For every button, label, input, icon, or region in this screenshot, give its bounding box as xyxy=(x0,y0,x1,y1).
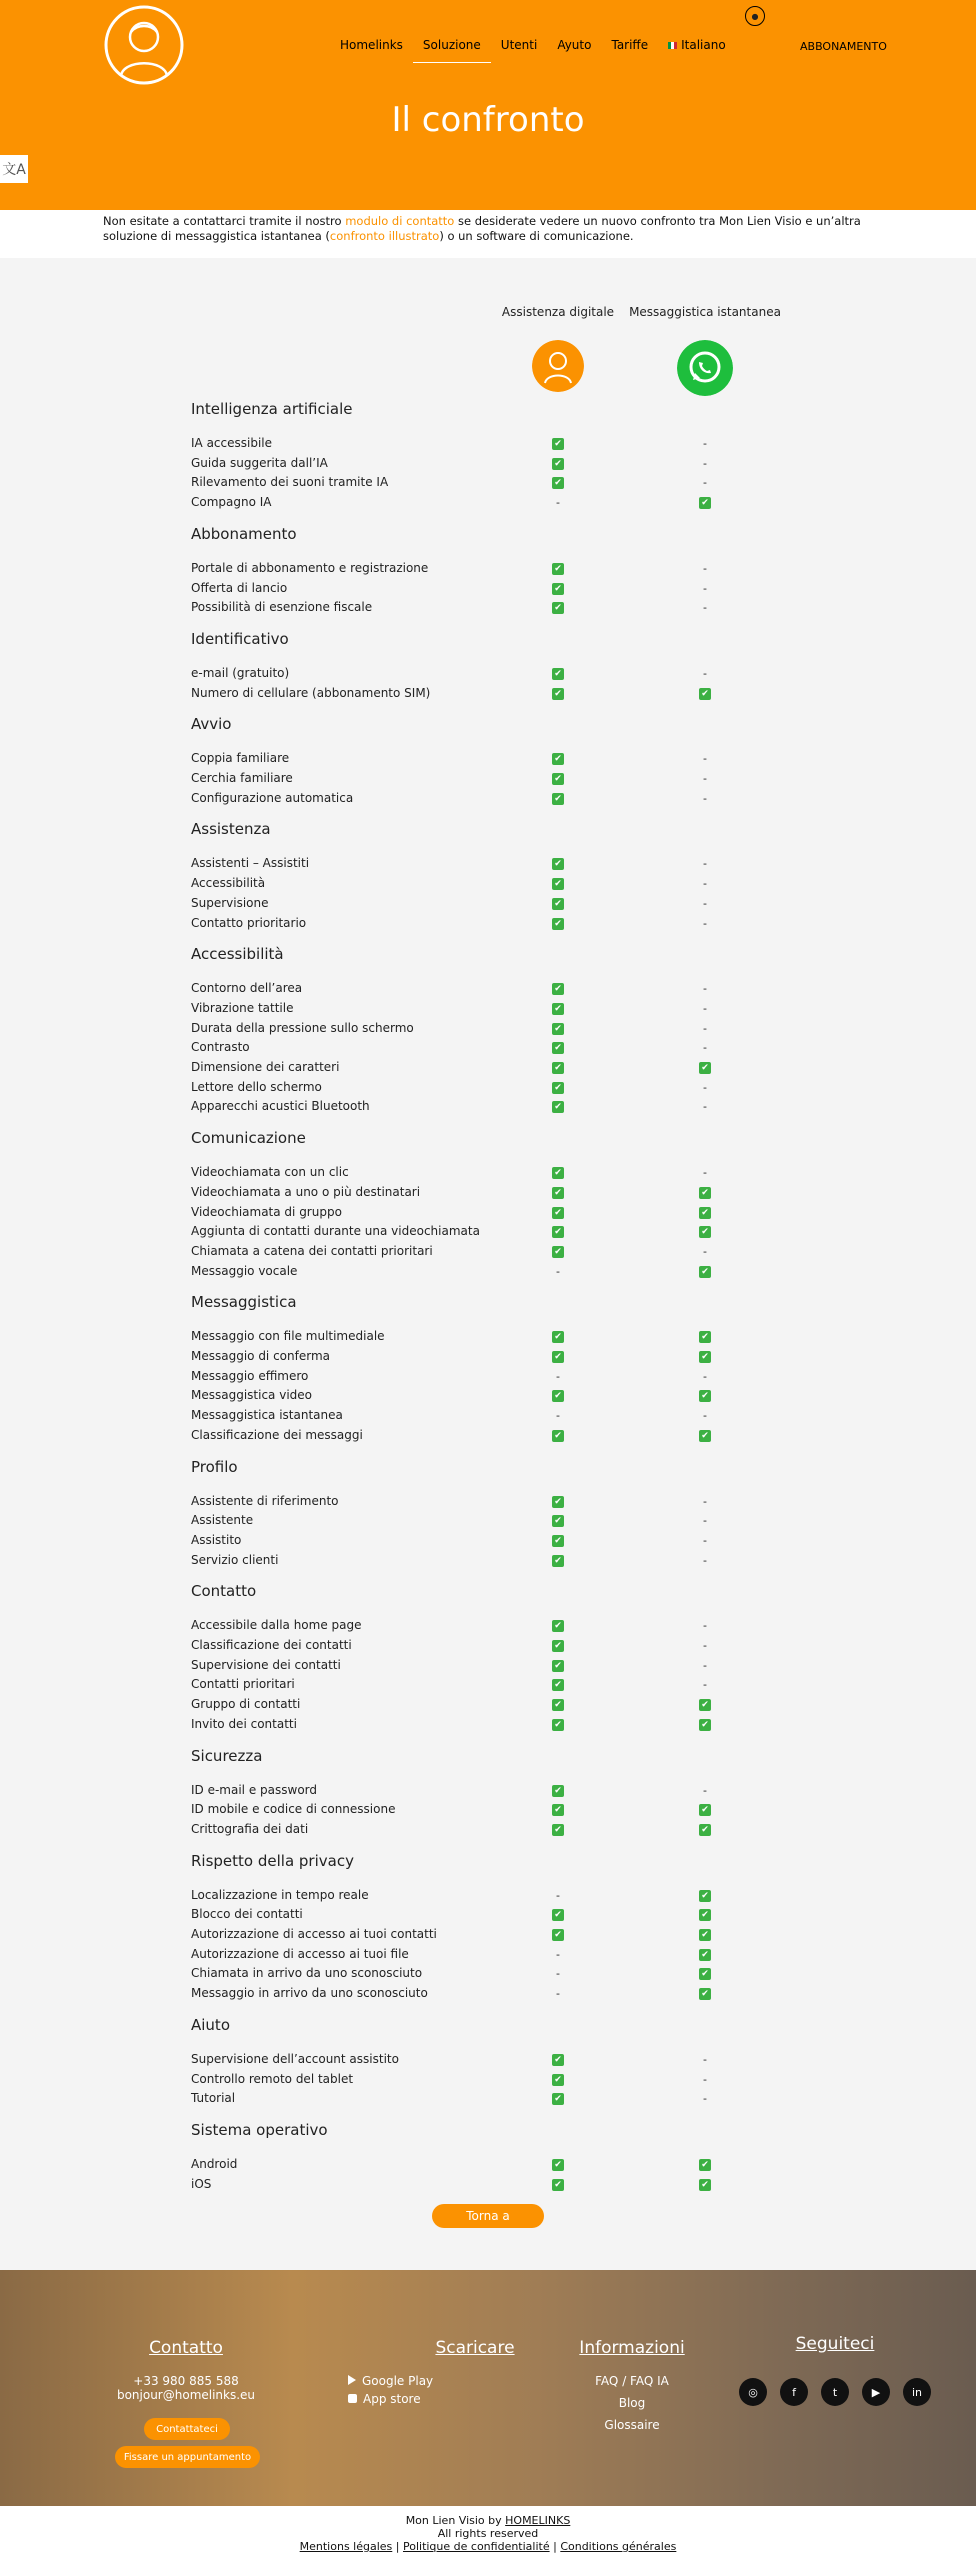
feature-label: Portale di abbonamento e registrazione xyxy=(191,560,429,575)
feature-label: Messaggio effimero xyxy=(191,1368,309,1383)
check-icon: ✔ xyxy=(699,1949,711,1961)
feature-label: Controllo remoto del tablet xyxy=(191,2071,354,2086)
check-icon: ✔ xyxy=(699,1331,711,1343)
feature-label: Classificazione dei contatti xyxy=(191,1638,352,1652)
check-icon: ✔ xyxy=(552,458,564,470)
intro-text xyxy=(0,210,976,258)
feature-label: IA accessibile xyxy=(191,436,272,450)
check-icon: ✔ xyxy=(552,2179,564,2191)
check-icon: ✔ xyxy=(699,1968,711,1980)
faq-link[interactable]: FAQ / FAQ IA xyxy=(595,2374,669,2388)
dash-mark: - xyxy=(556,1947,560,1961)
dash-mark: - xyxy=(703,1658,707,1672)
homelinks-link[interactable]: HOMELINKS xyxy=(505,2514,571,2527)
feature-label: Servizio clienti xyxy=(191,1552,279,1567)
check-icon: ✔ xyxy=(552,1207,564,1219)
facebook-icon[interactable]: f xyxy=(780,2378,808,2406)
check-icon: ✔ xyxy=(552,2159,564,2171)
check-icon: ✔ xyxy=(552,753,564,765)
col-header-digital-assistance: Assistenza digitale xyxy=(501,305,615,319)
footer-info-title: Informazioni xyxy=(579,2338,685,2358)
section-title: Rispetto della privacy xyxy=(191,1851,354,1870)
check-icon: ✔ xyxy=(552,2054,564,2066)
italy-flag-icon xyxy=(668,42,677,49)
back-button[interactable]: Torna a xyxy=(432,2204,544,2228)
feature-label: Aggiunta di contatti durante una videochiamata xyxy=(191,1224,480,1239)
dash-mark: - xyxy=(703,916,707,930)
check-icon: ✔ xyxy=(552,1226,564,1238)
section-title: Contatto xyxy=(191,1582,257,1601)
nav-tariffe[interactable]: Tariffe xyxy=(611,38,649,52)
feature-label: Possibilità di esenzione fiscale xyxy=(191,600,373,615)
dash-mark: - xyxy=(703,1041,707,1055)
dash-mark: - xyxy=(703,896,707,910)
section-title: Profilo xyxy=(191,1457,238,1476)
check-icon: ✔ xyxy=(552,1246,564,1258)
feature-label: Chiamata in arrivo da uno sconosciuto xyxy=(191,1966,423,1981)
check-icon: ✔ xyxy=(552,1929,564,1941)
app-store-label: App store xyxy=(363,2392,421,2406)
feature-label: Assistente xyxy=(191,1513,254,1528)
check-icon: ✔ xyxy=(552,688,564,700)
check-icon: ✔ xyxy=(552,1101,564,1113)
feature-label: Classificazione dei messaggi xyxy=(191,1427,363,1442)
feature-label: Autorizzazione di accesso ai tuoi contatti xyxy=(191,1927,437,1941)
check-icon: ✔ xyxy=(552,1620,564,1632)
dash-mark: - xyxy=(703,1021,707,1035)
illustrated-comparison-link[interactable]: confronto illustrato xyxy=(329,229,440,243)
check-icon: ✔ xyxy=(552,1719,564,1731)
contact-form-link[interactable]: modulo di contatto xyxy=(345,214,455,228)
check-icon: ✔ xyxy=(699,1824,711,1836)
check-icon: ✔ xyxy=(552,1660,564,1672)
legal-link[interactable]: Mentions légales xyxy=(299,2540,393,2553)
feature-label: Gruppo di contatti xyxy=(191,1697,301,1712)
check-icon: ✔ xyxy=(552,1535,564,1547)
dash-mark: - xyxy=(703,2092,707,2106)
check-icon: ✔ xyxy=(699,497,711,509)
dash-mark: - xyxy=(703,1369,707,1383)
dash-mark: - xyxy=(703,1533,707,1547)
check-icon: ✔ xyxy=(552,983,564,995)
feature-label: ID mobile e codice di connessione xyxy=(191,1802,396,1817)
check-icon: ✔ xyxy=(699,1062,711,1074)
feature-label: Cerchia familiare xyxy=(191,771,293,785)
dash-mark: - xyxy=(703,1678,707,1692)
check-icon: ✔ xyxy=(552,1640,564,1652)
feature-label: Vibrazione tattile xyxy=(191,1000,294,1015)
check-icon: ✔ xyxy=(552,1785,564,1797)
dash-mark: - xyxy=(703,1639,707,1652)
feature-label: Blocco dei contatti xyxy=(191,1907,303,1922)
section-title: Intelligenza artificiale xyxy=(191,400,353,418)
check-icon: ✔ xyxy=(552,1824,564,1836)
dash-mark: - xyxy=(703,2072,707,2086)
section-title: Avvio xyxy=(191,715,232,734)
translate-icon[interactable]: 文A xyxy=(0,155,28,183)
contact-button[interactable]: Contattateci xyxy=(144,2418,230,2440)
dash-mark: - xyxy=(703,456,707,470)
separator: | xyxy=(549,2540,561,2553)
section-title: Aiuto xyxy=(191,2015,230,2034)
check-icon: ✔ xyxy=(552,563,564,575)
dash-mark: - xyxy=(703,2052,707,2066)
check-icon: ✔ xyxy=(552,583,564,595)
feature-label: Guida suggerita dall’IA xyxy=(191,455,328,470)
dash-mark: - xyxy=(703,1409,707,1423)
google-play-link[interactable] xyxy=(348,2374,433,2388)
dash-mark: - xyxy=(703,1100,707,1114)
check-icon: ✔ xyxy=(699,1804,711,1816)
dash-mark: - xyxy=(703,752,707,766)
check-icon: ✔ xyxy=(552,2093,564,2105)
subscription-link[interactable]: ABBONAMENTO xyxy=(800,40,887,53)
feature-label: Assistito xyxy=(191,1532,242,1547)
feature-label: Configurazione automatica xyxy=(191,790,354,805)
section-title: Assistenza xyxy=(191,820,271,839)
check-icon: ✔ xyxy=(699,1207,711,1219)
nav-ayuto[interactable]: Ayuto xyxy=(557,38,592,52)
check-icon: ✔ xyxy=(552,898,564,910)
intro-text-1: Non esitate a contattarci tramite il nostro xyxy=(103,214,346,228)
check-icon: ✔ xyxy=(552,1351,564,1363)
nav-homelinks[interactable]: Homelinks xyxy=(340,38,403,52)
feature-label: Rilevamento dei suoni tramite IA xyxy=(191,475,389,490)
check-icon: ✔ xyxy=(552,1082,564,1094)
dash-mark: - xyxy=(556,1967,560,1981)
check-icon: ✔ xyxy=(699,1430,711,1442)
check-icon: ✔ xyxy=(699,1988,711,2000)
dash-mark: - xyxy=(703,666,707,680)
check-icon: ✔ xyxy=(699,1890,711,1902)
check-icon: ✔ xyxy=(552,858,564,870)
feature-label: Messaggio di conferma xyxy=(191,1349,331,1363)
feature-label: Apparecchi acustici Bluetooth xyxy=(191,1099,370,1114)
check-icon: ✔ xyxy=(552,1804,564,1816)
bottom-bar xyxy=(0,2506,976,2560)
nav-language[interactable] xyxy=(658,34,736,63)
google-play-label: Google Play xyxy=(362,2374,434,2388)
feature-label: Messaggistica video xyxy=(191,1388,312,1403)
page-title: Il confronto xyxy=(391,100,585,140)
check-icon: ✔ xyxy=(552,793,564,805)
check-icon: ✔ xyxy=(552,1023,564,1035)
feature-label: Messaggio vocale xyxy=(191,1263,298,1278)
check-icon: ✔ xyxy=(699,1929,711,1941)
apple-icon xyxy=(348,2394,357,2403)
feature-label: Supervisione dei contatti xyxy=(191,1657,341,1672)
feature-label: Assistente di riferimento xyxy=(191,1493,339,1508)
footer-follow-title: Seguiteci xyxy=(795,2334,875,2354)
check-icon: ✔ xyxy=(699,2179,711,2191)
feature-label: Compagno IA xyxy=(191,495,272,510)
feature-label: Messaggio in arrivo da uno sconosciuto xyxy=(191,1986,428,2001)
theme-toggle-icon[interactable]: ● xyxy=(745,6,765,26)
dash-mark: - xyxy=(703,791,707,805)
check-icon: ✔ xyxy=(552,1699,564,1711)
feature-label: Contatti prioritari xyxy=(191,1677,295,1692)
google-play-icon xyxy=(348,2375,356,2385)
privacy-link[interactable]: Politique de confidentialité xyxy=(402,2540,550,2553)
check-icon: ✔ xyxy=(552,1062,564,1074)
app-store-link[interactable] xyxy=(348,2392,421,2406)
check-icon: ✔ xyxy=(552,602,564,614)
hero-banner xyxy=(0,0,976,210)
feature-label: Android xyxy=(191,2156,238,2171)
feature-label: Durata della pressione sullo schermo xyxy=(191,1020,414,1035)
feature-label: Lettore dello schermo xyxy=(191,1079,322,1094)
section-title: Sistema operativo xyxy=(191,2120,328,2139)
check-icon: ✔ xyxy=(699,1909,711,1921)
separator: | xyxy=(392,2540,403,2553)
feature-label: Chiamata a catena dei contatti prioritari xyxy=(191,1243,433,1258)
check-icon: ✔ xyxy=(552,477,564,489)
check-icon: ✔ xyxy=(552,1331,564,1343)
footer-contact-title: Contatto xyxy=(149,2338,223,2358)
footer-download-title: Scaricare xyxy=(435,2338,515,2358)
terms-link[interactable]: Conditions générales xyxy=(560,2540,677,2553)
section-title: Sicurezza xyxy=(191,1746,263,1765)
check-icon: ✔ xyxy=(552,438,564,450)
feature-label: Videochiamata a uno o più destinatari xyxy=(191,1184,421,1199)
dash-mark: - xyxy=(556,1369,560,1383)
feature-label: Dimensione dei caratteri xyxy=(191,1060,340,1074)
dash-mark: - xyxy=(703,601,707,615)
dash-mark: - xyxy=(703,1166,707,1180)
whatsapp-icon xyxy=(677,340,733,396)
dash-mark: - xyxy=(703,1783,707,1797)
check-icon: ✔ xyxy=(552,1003,564,1015)
dash-mark: - xyxy=(703,1494,707,1508)
check-icon: ✔ xyxy=(552,1167,564,1179)
feature-label: Videochiamata di gruppo xyxy=(191,1204,342,1219)
dash-mark: - xyxy=(703,857,707,871)
copyright-text: Mon Lien Visio by xyxy=(405,2514,506,2527)
check-icon: ✔ xyxy=(699,2159,711,2171)
col-header-instant-messaging: Messaggistica istantanea xyxy=(629,305,781,319)
copyright-line xyxy=(0,2514,976,2527)
dash-mark: - xyxy=(703,772,707,785)
language-label: Italiano xyxy=(681,38,726,52)
nav-utenti[interactable]: Utenti xyxy=(500,38,538,52)
check-icon: ✔ xyxy=(552,2074,564,2086)
feature-label: Assistenti – Assistiti xyxy=(191,856,310,871)
feature-label: Invito dei contatti xyxy=(191,1716,297,1731)
mon-lien-visio-icon xyxy=(532,340,584,392)
dash-mark: - xyxy=(703,1080,707,1094)
feature-label: Videochiamata con un clic xyxy=(191,1165,349,1180)
check-icon: ✔ xyxy=(699,1719,711,1731)
feature-label: e-mail (gratuito) xyxy=(191,665,290,680)
feature-label: Contrasto xyxy=(191,1040,250,1055)
dash-mark: - xyxy=(703,982,707,996)
feature-label: Accessibile dalla home page xyxy=(191,1618,362,1633)
youtube-icon[interactable]: ▶ xyxy=(862,2378,890,2406)
check-icon: ✔ xyxy=(552,1496,564,1508)
section-title: Abbonamento xyxy=(191,524,297,543)
intro-text-2: se desiderate vedere un nuovo confronto tra Mon Lien Visio e un’altra soluzione di messaggistica istantanea ( xyxy=(103,214,861,243)
feature-label: Offerta di lancio xyxy=(191,580,288,595)
twitter-icon[interactable]: t xyxy=(821,2378,849,2406)
feature-label: Contorno dell’area xyxy=(191,981,303,996)
feature-label: Messaggistica istantanea xyxy=(191,1408,343,1423)
legal-links xyxy=(0,2540,976,2553)
feature-label: iOS xyxy=(191,2176,212,2191)
feature-label: Accessibilità xyxy=(191,876,266,891)
dash-mark: - xyxy=(556,1987,560,2001)
check-icon: ✔ xyxy=(552,668,564,680)
section-title: Comunicazione xyxy=(191,1129,306,1148)
dash-mark: - xyxy=(703,1514,707,1528)
dash-mark: - xyxy=(703,1244,707,1258)
dash-mark: - xyxy=(703,1619,707,1633)
footer xyxy=(0,2270,976,2506)
section-title: Messaggistica xyxy=(191,1293,297,1312)
section-title: Identificativo xyxy=(191,629,289,648)
feature-label: Autorizzazione di accesso ai tuoi file xyxy=(191,1946,409,1961)
check-icon: ✔ xyxy=(699,1351,711,1363)
feature-label: Numero di cellulare (abbonamento SIM) xyxy=(191,685,431,700)
footer-email[interactable]: bonjour@homelinks.eu xyxy=(116,2388,256,2402)
main-nav xyxy=(330,34,736,63)
feature-label: Supervisione dell’account assistito xyxy=(191,2051,399,2066)
check-icon: ✔ xyxy=(552,1679,564,1691)
check-icon: ✔ xyxy=(552,1515,564,1527)
nav-soluzione[interactable]: Soluzione xyxy=(413,34,491,63)
feature-label: Contatto prioritario xyxy=(191,915,307,930)
feature-label: Localizzazione in tempo reale xyxy=(191,1887,369,1902)
glossary-link[interactable]: Glossaire xyxy=(604,2418,660,2432)
instagram-icon[interactable]: ◎ xyxy=(739,2378,767,2406)
dash-mark: - xyxy=(703,476,707,490)
blog-link[interactable]: Blog xyxy=(618,2396,646,2410)
dash-mark: - xyxy=(556,1888,560,1902)
dash-mark: - xyxy=(703,561,707,575)
check-icon: ✔ xyxy=(552,1187,564,1199)
section-title: Accessibilità xyxy=(191,945,284,964)
check-icon: ✔ xyxy=(699,1226,711,1238)
dash-mark: - xyxy=(556,496,560,510)
footer-phone[interactable]: +33 980 885 588 xyxy=(133,2374,239,2388)
check-icon: ✔ xyxy=(552,1909,564,1921)
appointment-button[interactable]: Fissare un appuntamento xyxy=(115,2446,260,2468)
dash-mark: - xyxy=(556,1264,560,1278)
check-icon: ✔ xyxy=(699,1266,711,1278)
feature-label: Crittografia dei dati xyxy=(191,1821,309,1836)
feature-label: ID e-mail e password xyxy=(191,1782,317,1797)
check-icon: ✔ xyxy=(552,1430,564,1442)
feature-label: Messaggio con file multimediale xyxy=(191,1329,385,1344)
check-icon: ✔ xyxy=(699,1390,711,1402)
check-icon: ✔ xyxy=(552,918,564,930)
check-icon: ✔ xyxy=(699,688,711,700)
rights-text: All rights reserved xyxy=(437,2527,539,2540)
avatar-logo-icon[interactable] xyxy=(103,4,185,86)
check-icon: ✔ xyxy=(552,1042,564,1054)
check-icon: ✔ xyxy=(699,1187,711,1199)
dash-mark: - xyxy=(556,1409,560,1423)
dash-mark: - xyxy=(703,1001,707,1015)
feature-label: Coppia familiare xyxy=(191,751,290,766)
dash-mark: - xyxy=(703,877,707,891)
linkedin-icon[interactable]: in xyxy=(903,2378,931,2406)
check-icon: ✔ xyxy=(552,878,564,890)
dash-mark: - xyxy=(703,581,707,595)
dash-mark: - xyxy=(703,437,707,450)
intro-text-3: ) o un software di comunicazione. xyxy=(439,229,634,243)
check-icon: ✔ xyxy=(552,773,564,785)
check-icon: ✔ xyxy=(699,1699,711,1711)
feature-label: Tutorial xyxy=(191,2091,236,2106)
dash-mark: - xyxy=(703,1553,707,1567)
check-icon: ✔ xyxy=(552,1555,564,1567)
feature-label: Supervisione xyxy=(191,895,269,910)
check-icon: ✔ xyxy=(552,1390,564,1402)
